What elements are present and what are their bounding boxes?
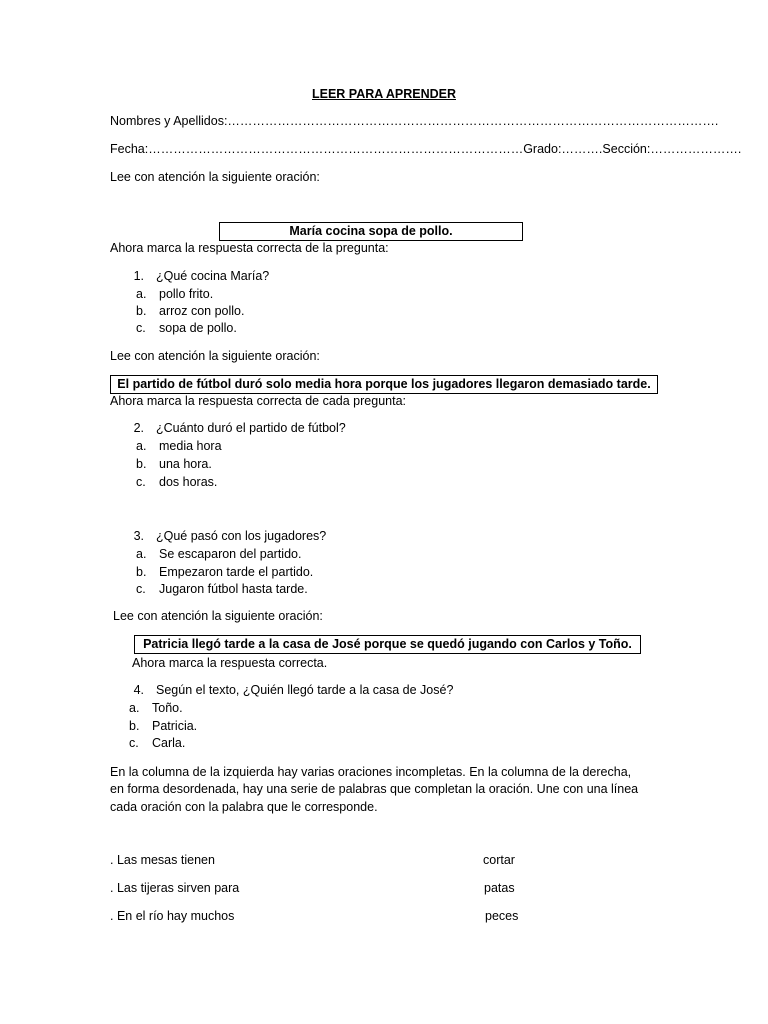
- date-line: Fecha:………………………………………………………………………………Grado:……….Sección:………………….: [110, 142, 742, 156]
- question-number: 2.: [133, 421, 144, 435]
- question-text: ¿Qué pasó con los jugadores?: [156, 529, 327, 543]
- question-number: 4.: [133, 683, 144, 697]
- sentence-box-2: El partido de fútbol duró solo media hora porque los jugadores llegaron demasiado tarde.: [110, 375, 658, 394]
- sentence-box-1: María cocina sopa de pollo.: [219, 222, 523, 241]
- option-text: Empezaron tarde el partido.: [159, 565, 314, 579]
- question-number: 1.: [133, 269, 144, 283]
- option-text: Toño.: [152, 701, 183, 715]
- option-text: Se escaparon del partido.: [159, 547, 302, 561]
- matching-right-item: patas: [484, 881, 515, 895]
- prompt-text-3: Ahora marca la respuesta correcta.: [132, 656, 328, 670]
- sentence-box-3: Patricia llegó tarde a la casa de José porque se quedó jugando con Carlos y Toño.: [134, 635, 641, 654]
- instructions-line: En la columna de la izquierda hay varias oraciones incompletas. En la columna de la derecha,: [110, 765, 632, 779]
- matching-right-item: peces: [485, 909, 519, 923]
- option-letter: b.: [136, 304, 147, 318]
- intro-text-3: Lee con atención la siguiente oración:: [113, 609, 323, 623]
- option-letter: b.: [136, 457, 147, 471]
- option-text: dos horas.: [159, 475, 218, 489]
- option-text: Patricia.: [152, 719, 198, 733]
- option-letter: a.: [129, 701, 140, 715]
- option-letter: c.: [136, 321, 146, 335]
- option-letter: a.: [136, 439, 147, 453]
- prompt-text-2: Ahora marca la respuesta correcta de cada pregunta:: [110, 394, 407, 408]
- matching-right-item: cortar: [483, 853, 515, 867]
- option-text: arroz con pollo.: [159, 304, 245, 318]
- question-text: Según el texto, ¿Quién llegó tarde a la casa de José?: [156, 683, 454, 697]
- instructions-line: cada oración con la palabra que le corresponde.: [110, 800, 378, 814]
- option-letter: a.: [136, 287, 147, 301]
- option-letter: b.: [136, 565, 147, 579]
- option-text: sopa de pollo.: [159, 321, 237, 335]
- option-letter: a.: [136, 547, 147, 561]
- intro-text-2: Lee con atención la siguiente oración:: [110, 349, 320, 363]
- option-text: Carla.: [152, 736, 186, 750]
- question-text: ¿Qué cocina María?: [156, 269, 270, 283]
- option-letter: c.: [129, 736, 139, 750]
- option-text: Jugaron fútbol hasta tarde.: [159, 582, 308, 596]
- names-line: Nombres y Apellidos:……………………………………………………………………………………………………….: [110, 114, 719, 128]
- option-letter: c.: [136, 475, 146, 489]
- intro-text-1: Lee con atención la siguiente oración:: [110, 170, 320, 184]
- matching-left-item: . En el río hay muchos: [110, 909, 235, 923]
- question-text: ¿Cuánto duró el partido de fútbol?: [156, 421, 346, 435]
- page-title: LEER PARA APRENDER: [312, 87, 456, 101]
- option-letter: c.: [136, 582, 146, 596]
- option-text: pollo frito.: [159, 287, 214, 301]
- option-text: una hora.: [159, 457, 212, 471]
- matching-left-item: . Las mesas tienen: [110, 853, 215, 867]
- instructions-line: en forma desordenada, hay una serie de palabras que completan la oración. Une con una línea: [110, 782, 639, 796]
- option-text: media hora: [159, 439, 222, 453]
- prompt-text-1: Ahora marca la respuesta correcta de la pregunta:: [110, 241, 389, 255]
- matching-left-item: . Las tijeras sirven para: [110, 881, 240, 895]
- option-letter: b.: [129, 719, 140, 733]
- question-number: 3.: [133, 529, 144, 543]
